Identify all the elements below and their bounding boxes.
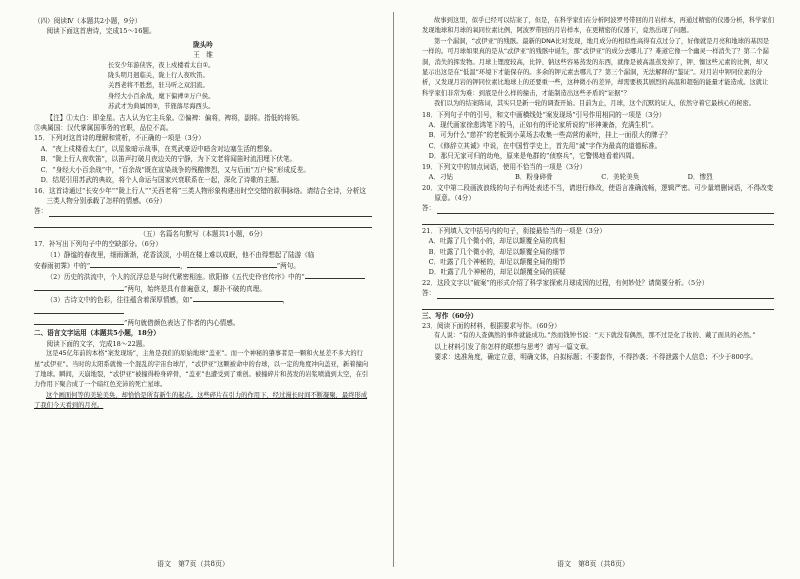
- poem-author: 王 维: [193, 51, 213, 60]
- question-19: 19．下列文中的加点词语，使用不恰当的一项是（3分）: [422, 162, 587, 171]
- answer-label: 答：: [34, 207, 48, 216]
- q15-option-d: D．结尾引用苏武的典故，将个人命运与国家兴衰联系在一起，深化了诗歌的主题。: [40, 176, 284, 185]
- q17-1-suffix: ”两句。: [276, 261, 300, 270]
- q18-option-b: B．可为什么“慈祥”的老板到小菜场去收集一些高营的素叶，挂上一面很大的牌子？: [428, 131, 671, 140]
- poem-body: [34, 61, 372, 113]
- question-22: 22．这段文字以“破案”的形式介绍了科学家探索月球成因的过程，有何妙处？请简要分析。（5分）: [422, 278, 709, 287]
- passage-paragraph: 故事到这里，似乎已经可以结案了，但是，在科学家们在分析阿波罗号带回的月岩样本，再通过精密的仪器分析，科学家们发现地球和月球的氧同位素比例，阿波罗带回的月岩样本，在更精密的仪器下，竟然出现了问题。: [422, 17, 774, 35]
- q17-blank[interactable]: [34, 317, 124, 325]
- q19-option-c: C．美轮美奂: [601, 173, 640, 182]
- question-15: 15．下列对这首诗的理解和赏析，不正确的一项是（3分）: [34, 134, 205, 143]
- q18-option-c: C．《修辞立其诚》中说，在中国哲学史上，首先用“诚”字作为最高的道德标准。: [428, 141, 662, 150]
- q15-option-b: B．“陇上行人夜吹笛”，以笛声打破月夜边关的宁静，为下文老将闻笛时流泪埋下伏笔。: [40, 155, 297, 164]
- answer-line[interactable]: [422, 299, 774, 310]
- q17-3: （3）古诗文中的色彩，往往蕴含着深厚情感，如“ ，: [34, 294, 372, 317]
- question-18: 18．下列句子中的引号，和文中画横线处“案发现场”引号作用相同的一项是（3分）: [422, 110, 666, 119]
- q17-blank[interactable]: [90, 260, 180, 268]
- q17-1: （1）静谧的春夜里，细雨渐渐，花香淡淡，小明在楼上难以成眠，他不由得想起了陆游《临: [46, 250, 315, 259]
- q17-blank[interactable]: [34, 283, 124, 291]
- q17-3-prefix: （3）古诗文中的色彩，往往蕴含着深厚情感，如: [46, 296, 190, 305]
- passage-paragraph: 第一个漏洞，“忒伊亚”的残骸。最新的DNA比对发现，地月成分的相似性高得有点过分了，好像就是月亮和地球的基因是一样的。可月球如果真的是从“忒伊亚”的残骸中诞生，那“忒伊亚”的成分去哪儿了？难道它像一个幽灵一样消失了？第二个漏洞，消失的挥发物。月球上锂度较高，比锌、钠这些容易蒸发的东西，就像是被高温蒸发掉了，钾、铷这些元素的比例，却又显示出这是在“低温”环境下才能保存的。多余的钾元素去哪儿了？第三个漏洞，无法解释的“鉴证”。对月岩中钾同位素的分析，又发现月岩的钾同位素比地球上的还要重一些，这种微小的差异，却需要极其剧烈的高温和超强的能量才能造成。这就让科学家们非常为难：到底是什么样的撞击，才能制造出这些矛盾的“证据”？: [422, 37, 770, 97]
- page-8: [400, 0, 786, 579]
- part-3-title: 三、写作（60分）: [422, 311, 478, 320]
- page-footer: 语文 第8页（共8页）: [557, 560, 629, 568]
- answer-line: [422, 203, 774, 213]
- writing-material: 有人说：“有的人查偶然的事件就能成功。”然而钱钟书说：“天下就没有偶然，那不过是化了妆的、戴了面具的必然。”: [433, 332, 756, 340]
- answer-blank[interactable]: [437, 204, 774, 214]
- q17-blank[interactable]: [305, 271, 365, 279]
- column-divider: [393, 12, 394, 567]
- q17-blank[interactable]: [193, 294, 283, 302]
- poem-line: 长安少年游侠客，夜上戍楼看太白①。: [108, 61, 215, 69]
- page-footer: 语文 第7页（共8页）: [157, 560, 229, 568]
- q21-option-a: A．吐露了几个微小的，却足以颠覆全局的真相: [428, 237, 566, 246]
- passage-paragraph: 这个画面何等的美轮美奂，却恰恰是所有新生的起点。这些碎片在引力的作用下，经过漫长时间不断凝聚，最终形成了我们今天看到的月亮。: [34, 391, 368, 410]
- q19-options: [422, 172, 774, 182]
- q17-2-prefix: （2）历史的洪流中，个人的沉浮总是与时代紧密相连。欧阳修《五代史伶官传序》中的“: [46, 273, 305, 282]
- q21-option-b: B．吐露了几个微小的，却足以颠覆全局的细节: [428, 247, 566, 256]
- part-2-title: 二、语言文字运用（本题共5小题，18分）: [34, 329, 160, 338]
- part-2-instruction: 阅读下面的文字，完成18～22题。: [46, 339, 150, 348]
- answer-blank[interactable]: [437, 289, 774, 299]
- q19-option-a: A．刁钻: [428, 173, 454, 182]
- q17-3-cont: [34, 317, 372, 328]
- q17-3-suffix: ”两句就借颜色表达了作者的内心情感。: [124, 318, 240, 327]
- page-7: [0, 0, 386, 579]
- q17-1-cont: 安春雨初霁》中的“ ， ”两句。: [34, 261, 300, 270]
- poem-note: 【注】①太白：即金星。古人认为它主兵象。②偏裨：偏将，裨将，副将。指低的将领。: [46, 113, 304, 122]
- q18-option-d: D．那只无家可归的幼龟，原来是龟群的“侦察兵”，它警惕地看着四周。: [428, 152, 639, 161]
- q18-option-a: A．现代画家徐悲鸿笔下的马，正如有的评论家所说的“形神兼备，充满生机”。: [428, 121, 658, 130]
- q17-1-prefix: 安春雨初霁》中的“: [34, 261, 91, 270]
- question-16: 16．这首诗通过“长安少年”“陇上行人”“关西老将”三类人物形象构建出时空交错的叙事脉络。请结合全诗，分析这三类人物分别承载了怎样的情感。（6分）: [34, 186, 366, 205]
- answer-line[interactable]: [422, 214, 774, 225]
- q15-option-a: A．“夜上戍楼看太白”，以星象暗示战事，在英武豪迈中暗含对边塞生活的想象。: [40, 144, 277, 153]
- question-17: 17．补写出下列句子中的空缺部分。（6分）: [34, 240, 162, 249]
- answer-blank[interactable]: [49, 207, 372, 217]
- passage-paragraph: 这是45亿年前的本格“案发现场”，主角是我们的原始地球“盖亚”。而一个神秘的肇事者是一颗和火星差不多大的行星“忒伊亚”。当时的太阳系就像一个混乱的宇宙台球厅，“忒伊亚”这颗被命中的台球，以一定的角度冲向盖亚，新着撞向了地球。瞬间，天崩地裂，“忒伊亚”被撞得粉身碎骨，“盖亚”也遭受到了重创。被撞碎片和蒸发的岩浆喷涌到太空，在引力作用下聚合成了一个暗红色充沛的死亡星球。: [34, 350, 369, 389]
- passage-paragraph: 我们以为的结案陈词，其实只是新一轮的调查开始。目前为止，月球，这个沉默的证人，依然守着它最核心的秘密。: [433, 100, 756, 108]
- question-23: 23．阅读下面的材料，根据要求写作。（60分）: [422, 321, 561, 330]
- q17-2-cont: [34, 283, 372, 294]
- poem-line: 陇头明月迥临关，陇上行人夜吹笛。: [108, 72, 209, 80]
- q21-option-c: C．吐露了几个神秘的，却足以颠覆全局的细节: [428, 257, 566, 266]
- writing-prompt: 以上材料引发了你怎样的联想与思考？请写一篇文章。: [434, 342, 593, 351]
- q19-option-b: B．粉身碎骨: [514, 173, 553, 182]
- answer-line[interactable]: [34, 217, 372, 228]
- poem-line: 苏武才为典属国③，节旄落尽海西头。: [108, 103, 215, 111]
- answer-label: 答：: [422, 204, 436, 213]
- q17-2: [34, 271, 372, 282]
- q15-option-c: C．“身经大小百余战”中，“百余战”既在宣染战争的残酷惨烈，又与后面“万户侯”形成反差。: [40, 165, 310, 174]
- answer-line: [34, 206, 372, 216]
- q17-blank[interactable]: [187, 260, 277, 268]
- question-20: 20．文中第二段画波浪线的句子有两处表述不当，请进行修改，使语言准确流畅，逻辑严密。可少量增删词语，不得改变原意。（4分）: [422, 183, 774, 202]
- writing-requirements: 要求：选准角度，确定立意，明确文体，自拟标题；不要套作，不得抄袭；不得泄露个人信息；不少于800字。: [434, 353, 758, 362]
- answer-label: 答：: [422, 289, 436, 298]
- question-21: 21．下列填入文中括号内的句子，衔接最恰当的一项是（3分）: [422, 226, 607, 235]
- poem-line: 关西老将不胜愁，驻马听之双泪流。: [108, 82, 209, 90]
- poem-title: 陇头吟: [193, 40, 213, 49]
- section-4-title: （四）阅读Ⅳ（本题共2小题，9分）: [34, 17, 142, 25]
- q17-2-suffix: ”两句，始终是具有普遍意义，颠扑不破的真理。: [124, 284, 266, 293]
- q17-blank[interactable]: [34, 306, 124, 314]
- section-4-instruction: 阅读下面这首唐诗，完成15～16题。: [46, 27, 156, 36]
- poem-note: ③典属国：汉代掌属国事务的官职，品位不高。: [34, 124, 173, 133]
- page-7-content: [34, 16, 372, 412]
- poem-line: 身经大小百余战，麾下偏裨②万户侯。: [108, 92, 215, 100]
- page-8-content: [422, 16, 774, 363]
- answer-line: [422, 288, 774, 298]
- q21-option-d: D．吐露了几个神秘的，却足以颠覆全局的质疑: [428, 268, 566, 277]
- q19-option-d: D．惨烈: [687, 173, 713, 182]
- section-5-title: （五）名篇名句默写（本题共1小题，6分）: [139, 229, 267, 238]
